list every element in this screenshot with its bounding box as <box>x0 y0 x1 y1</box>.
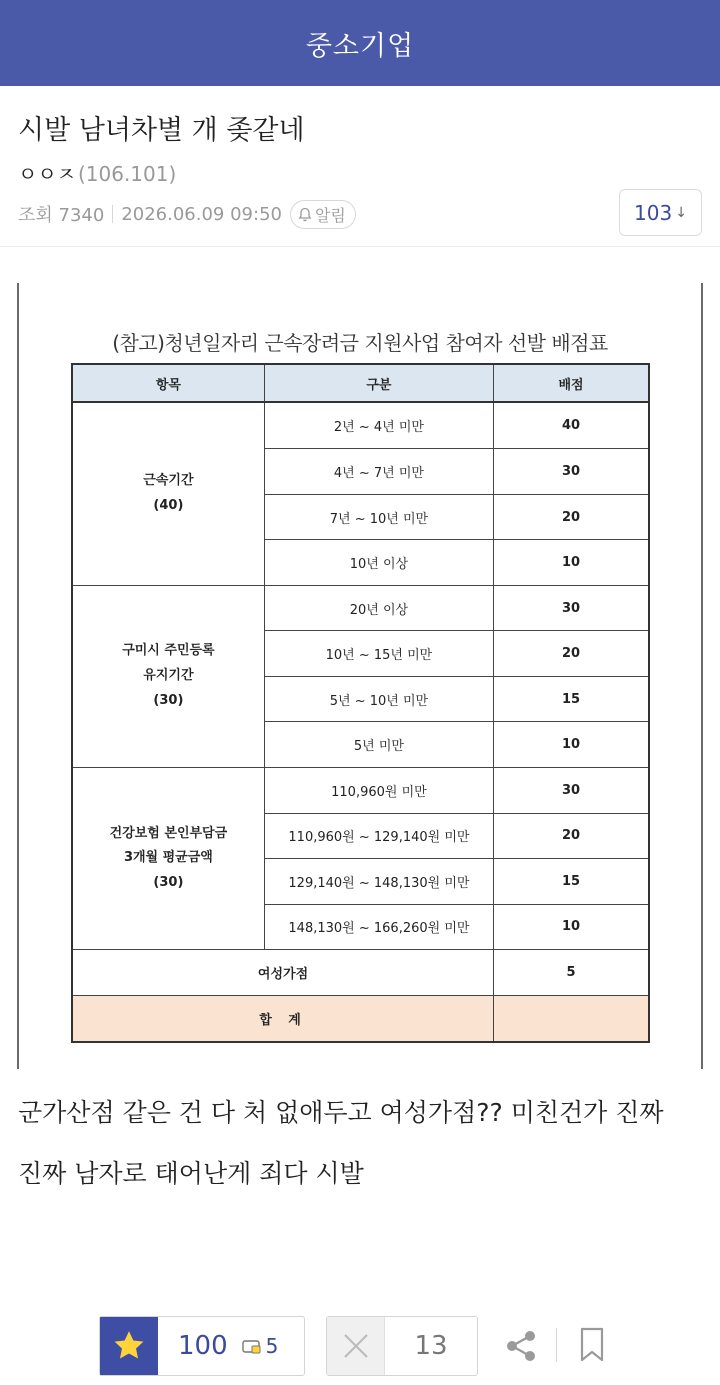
category-line: (40) <box>153 497 184 513</box>
fixed-user-icon <box>242 1338 262 1354</box>
category-line: 근속기간 <box>143 473 194 489</box>
table-row <box>72 768 649 814</box>
author-nickname[interactable]: ㅇㅇㅈ <box>18 162 76 186</box>
category-cell <box>72 585 264 767</box>
total-label: 합 계 <box>72 995 494 1042</box>
points-cell: 15 <box>494 676 649 722</box>
category-line: 유지기간 <box>143 668 194 684</box>
category-cell <box>72 402 264 585</box>
points-cell: 30 <box>494 449 649 495</box>
body-paragraph: 진짜 남자로 태어난게 죄다 시발 <box>18 1159 364 1188</box>
table-row <box>72 585 649 631</box>
view-count: 조회 7340 <box>18 205 105 226</box>
post-datetime: 2026.06.09 09:50 <box>121 203 282 225</box>
category-cell <box>72 768 264 950</box>
author-ip: (106.101) <box>77 162 177 186</box>
close-icon <box>327 1317 385 1375</box>
points-cell: 10 <box>494 722 649 768</box>
range-cell: 7년 ~ 10년 미만 <box>264 494 493 540</box>
total-points <box>494 995 649 1042</box>
range-cell: 5년 ~ 10년 미만 <box>264 676 493 722</box>
score-table <box>71 363 650 1043</box>
post-title: 시발 남녀차별 개 좆같네 <box>18 115 305 146</box>
range-cell: 2년 ~ 4년 미만 <box>264 402 493 449</box>
points-cell: 15 <box>494 859 649 905</box>
bell-icon <box>298 207 312 222</box>
category-line: (30) <box>153 692 184 708</box>
alarm-label: 알림 <box>314 205 346 225</box>
star-icon <box>100 1317 158 1375</box>
upvote-button[interactable] <box>99 1316 305 1376</box>
bonus-points: 5 <box>494 950 649 996</box>
bonus-label: 여성가점 <box>72 950 494 996</box>
post-image <box>17 283 703 1069</box>
header-category: 구분 <box>264 364 493 402</box>
header-item: 항목 <box>72 364 264 402</box>
points-cell: 20 <box>494 494 649 540</box>
range-cell: 110,960원 ~ 129,140원 미만 <box>264 813 493 859</box>
action-divider <box>556 1328 557 1362</box>
points-cell: 20 <box>494 813 649 859</box>
range-cell: 10년 ~ 15년 미만 <box>264 631 493 677</box>
body-paragraph: 군가산점 같은 건 다 처 없애두고 여성가점?? 미친건가 진짜 <box>18 1098 664 1127</box>
author-info <box>18 158 176 187</box>
points-cell: 30 <box>494 585 649 631</box>
upvote-count: 100 <box>178 1331 228 1361</box>
category-line: 구미시 주민등록 <box>122 643 215 659</box>
meta-divider <box>112 205 113 223</box>
fixed-upvote-count: 5 <box>265 1334 279 1358</box>
category-line: 3개월 평균금액 <box>123 850 213 866</box>
share-icon[interactable] <box>503 1328 539 1364</box>
bonus-row <box>72 950 649 996</box>
post-meta <box>18 200 356 228</box>
range-cell: 20년 이상 <box>264 585 493 631</box>
points-cell: 30 <box>494 768 649 814</box>
header-divider <box>0 246 720 247</box>
range-cell: 129,140원 ~ 148,130원 미만 <box>264 859 493 905</box>
bookmark-icon[interactable] <box>577 1326 607 1364</box>
total-row <box>72 995 649 1042</box>
comment-count-button[interactable] <box>619 189 702 236</box>
top-bar <box>0 0 720 86</box>
range-cell: 148,130원 ~ 166,260원 미만 <box>264 904 493 950</box>
downvote-button[interactable] <box>326 1316 478 1376</box>
range-cell: 4년 ~ 7년 미만 <box>264 449 493 495</box>
table-header-row <box>72 364 649 402</box>
range-cell: 110,960원 미만 <box>264 768 493 814</box>
range-cell: 10년 이상 <box>264 540 493 586</box>
arrow-down-icon: ↓ <box>675 204 687 221</box>
board-title[interactable]: 중소기업 <box>305 30 415 62</box>
points-cell: 20 <box>494 631 649 677</box>
points-cell: 10 <box>494 904 649 950</box>
downvote-count: 13 <box>414 1331 448 1361</box>
comment-count: 103 <box>634 200 673 225</box>
category-line: (30) <box>153 874 184 890</box>
points-cell: 40 <box>494 402 649 449</box>
post-body <box>18 1096 702 1218</box>
header-points: 배점 <box>494 364 649 402</box>
alarm-button[interactable] <box>290 200 356 229</box>
points-cell: 10 <box>494 540 649 586</box>
range-cell: 5년 미만 <box>264 722 493 768</box>
fixed-upvote <box>242 1334 279 1358</box>
table-row <box>72 402 649 449</box>
category-line: 건강보험 본인부담금 <box>109 825 228 841</box>
table-caption: (참고)청년일자리 근속장려금 지원사업 참여자 선발 배점표 <box>112 331 608 355</box>
